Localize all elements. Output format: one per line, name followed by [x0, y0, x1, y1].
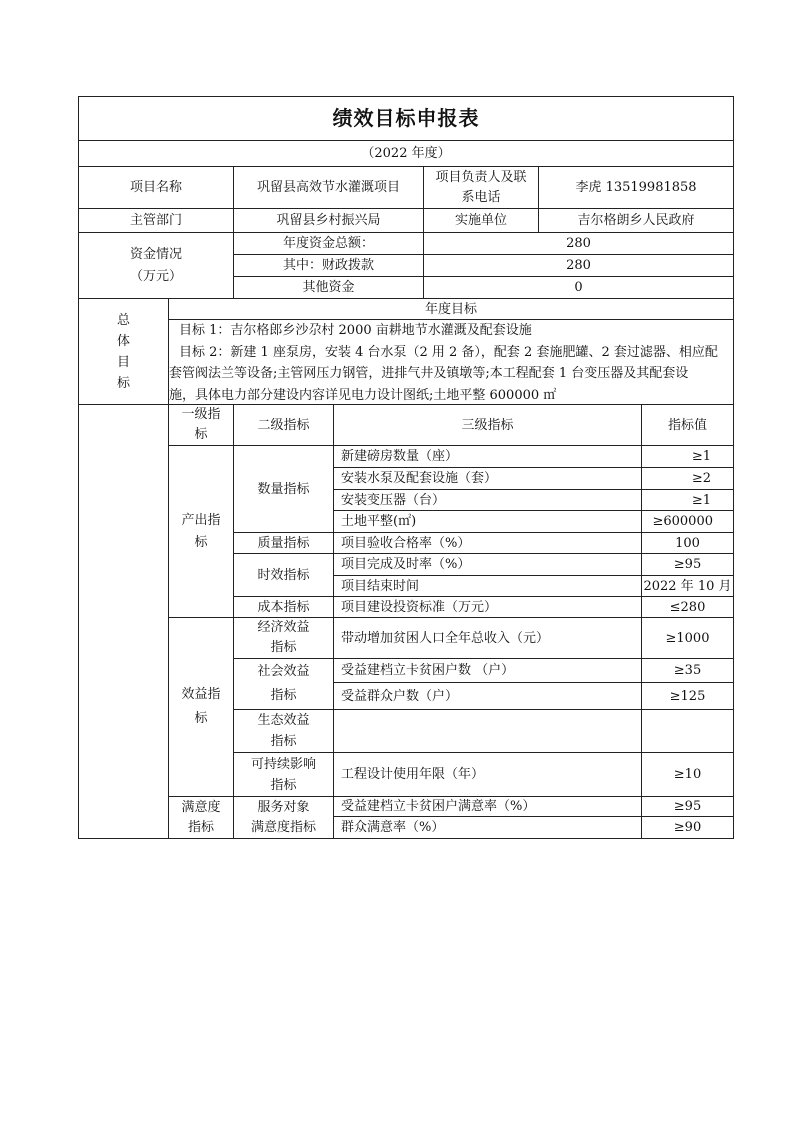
indicator-value: ≥600000 [652, 514, 713, 529]
goal-text [169, 320, 733, 404]
benefit-label [169, 618, 233, 796]
funds-fiscal-value: 280 [566, 258, 591, 273]
indicator-name: 群众满意率（%） [341, 820, 445, 835]
indicator-value: ≥90 [673, 820, 702, 835]
year-label: （2022 年度） [361, 146, 451, 161]
funds-label-line: 资金情况 [129, 246, 182, 262]
indicator-value: ≥1 [691, 492, 711, 508]
contact-value: 李虎 13519981858 [575, 180, 697, 195]
sustain-label-line: 可持续影响 [250, 756, 316, 772]
goal-line: 套管阀法兰等设备;主管网压力钢管，进排气井及镇墩等;本工程配套 1 台变压器及其配套设 [169, 366, 689, 381]
dept-label: 主管部门 [129, 213, 182, 228]
goal-label-char: 标 [116, 375, 130, 391]
output-label-line: 标 [194, 534, 208, 550]
funds-label-line: （万元） [129, 268, 182, 284]
goal-line: 施，具体电力部分建设内容详见电力设计图纸;土地平整 600000 ㎡ [169, 387, 557, 403]
output-label-line: 产出指 [181, 512, 221, 528]
satisfaction-sub-label-line: 服务对象 [257, 799, 310, 815]
rule [78, 838, 734, 839]
funds-fiscal-label: 其中：财政拨款 [282, 258, 374, 273]
header-value: 指标值 [667, 417, 707, 433]
indicator-value: ≥2 [691, 471, 711, 486]
social-label-line: 指标 [270, 688, 297, 703]
goal-label-char: 目 [116, 354, 130, 370]
indicator-name: 安装变压器（台） [341, 492, 446, 508]
indicator-name: 受益建档立卡贫困户满意率（%） [341, 799, 536, 814]
contact-label-line: 项目负责人及联 [435, 169, 527, 185]
page-title: 绩效目标申报表 [332, 106, 480, 130]
sustain-label-line: 指标 [270, 777, 297, 793]
indicator-value: 2022 年 10 月 [643, 578, 732, 594]
benefit-label-line: 标 [194, 711, 208, 726]
goal-line: 目标 1：吉尔格郎乡沙尕村 2000 亩耕地节水灌溉及配套设施 [179, 323, 532, 338]
indicator-value: ≥10 [673, 767, 702, 782]
funds-other-value: 0 [574, 280, 583, 295]
indicator-name: 工程设计使用年限（年） [341, 767, 485, 782]
economic-label [234, 618, 333, 658]
social-label-line: 社会效益 [257, 664, 310, 679]
social-label [234, 659, 333, 709]
indicator-value: ≥95 [673, 557, 702, 572]
indicator-name: 项目建设投资标准（万元） [341, 599, 498, 615]
economic-label-line: 指标 [270, 640, 297, 655]
indicator-value: ≥125 [669, 688, 706, 704]
header-level1-line: 一级指 [181, 407, 221, 422]
indicator-value: ≥95 [673, 799, 702, 814]
goal-label-char: 总 [116, 312, 130, 328]
funds-total-value: 280 [566, 236, 591, 251]
indicator-name: 新建磅房数量（座） [341, 449, 459, 464]
economic-label-line: 经济效益 [257, 620, 310, 635]
header-level1-line: 标 [194, 427, 208, 442]
funds-total-label: 年度资金总额： [282, 236, 374, 251]
satisfaction-label-line: 指标 [187, 819, 214, 835]
rule [733, 96, 734, 839]
header-level3: 三级指标 [461, 417, 514, 433]
impl-value: 吉尔格朗乡人民政府 [577, 213, 695, 228]
indicator-name: 项目结束时间 [341, 578, 420, 594]
dept-value: 巩留县乡村振兴局 [276, 213, 381, 228]
indicator-name: 项目验收合格率（%） [341, 535, 471, 551]
header-level2: 二级指标 [257, 417, 310, 433]
eco-label-line: 生态效益 [257, 713, 310, 728]
benefit-label-line: 效益指 [181, 687, 221, 702]
funds-label [79, 233, 233, 298]
eco-label-line: 指标 [270, 734, 297, 749]
indicator-value: ≥1000 [665, 630, 710, 646]
cost-label: 成本指标 [257, 599, 310, 615]
indicator-name: 土地平整(㎡) [341, 514, 417, 529]
quality-label: 质量指标 [257, 535, 310, 551]
goal-line: 目标 2：新建 1 座泵房，安装 4 台水泵（2 用 2 备），配套 2 套施肥罐、2 套过滤器、相应配 [179, 344, 718, 360]
indicator-name: 受益建档立卡贫困户数 （户） [341, 663, 515, 678]
indicator-name: 安装水泵及配套设施（套） [341, 471, 498, 486]
goal-label [79, 299, 168, 404]
indicator-value: ≥1 [691, 449, 711, 464]
indicator-value: 100 [675, 535, 700, 551]
project-name-value: 巩留县高效节水灌溉项目 [256, 180, 400, 195]
output-label [169, 446, 233, 617]
indicator-name: 项目完成及时率（%） [341, 557, 471, 572]
satisfaction-sub-label-line: 满意度指标 [250, 819, 316, 835]
sustain-label [234, 753, 333, 796]
header-level1 [169, 405, 233, 445]
satisfaction-sub-label [234, 797, 333, 838]
time-label: 时效指标 [257, 567, 310, 583]
indicator-name: 受益群众户数（户） [341, 688, 459, 704]
project-name-label: 项目名称 [129, 180, 182, 195]
eco-label [234, 710, 333, 752]
satisfaction-label [169, 797, 233, 838]
contact-label [424, 167, 538, 208]
satisfaction-label-line: 满意度 [181, 799, 221, 815]
quantity-label: 数量指标 [257, 481, 310, 497]
goal-header: 年度目标 [424, 301, 477, 317]
indicator-value: ≥35 [673, 663, 702, 678]
impl-label: 实施单位 [454, 213, 507, 228]
funds-other-label: 其他资金 [302, 280, 355, 295]
indicator-value: ≤280 [669, 599, 706, 615]
indicator-name: 带动增加贫困人口全年总收入（元） [341, 630, 550, 646]
contact-label-line: 系电话 [461, 189, 501, 205]
goal-label-char: 体 [116, 333, 130, 349]
